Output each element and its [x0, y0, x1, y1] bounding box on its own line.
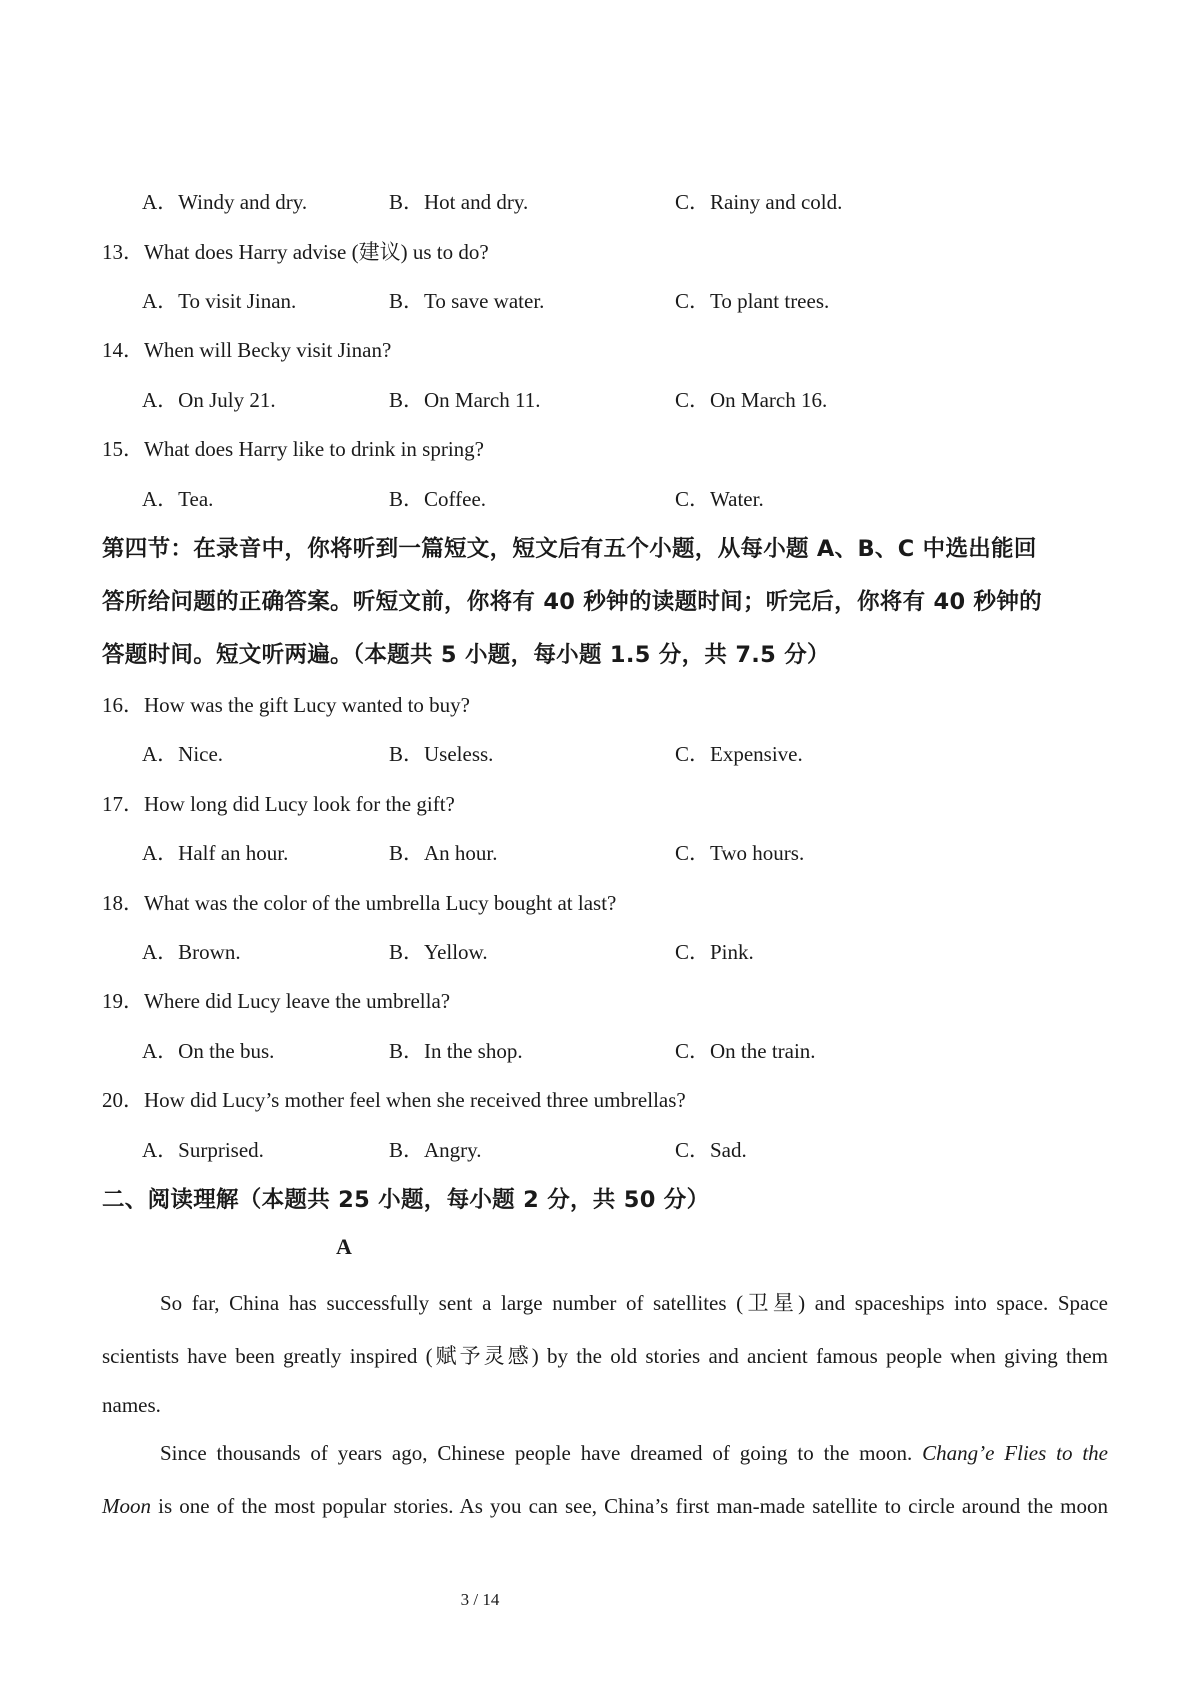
question-16: 16．How was the gift Lucy wanted to buy? [102, 693, 471, 717]
question-13: 13．What does Harry advise (建议) us to do? [102, 240, 489, 264]
question-18: 18．What was the color of the umbrella Lucy bought at last? [102, 891, 617, 915]
q12-option-b: B．Hot and dry. [389, 190, 529, 214]
q15-option-a: A．Tea. [142, 487, 214, 511]
question-20: 20．How did Lucy’s mother feel when she received three umbrellas? [102, 1088, 686, 1112]
q16-option-a: A．Nice. [142, 742, 224, 766]
q15-option-b: B．Coffee. [389, 487, 487, 511]
q13-option-a: A．To visit Jinan. [142, 289, 297, 313]
q14-option-b: B．On March 11. [389, 388, 541, 412]
q18-option-c: C．Pink. [675, 940, 754, 964]
passage-label: A [336, 1234, 352, 1259]
paragraph2-line1 [102, 1441, 1108, 1466]
q19-option-a: A．On the bus. [142, 1039, 275, 1063]
paragraph2-line2 [102, 1494, 1108, 1519]
q12-option-a: A．Windy and dry. [142, 190, 308, 214]
question-14: 14．When will Becky visit Jinan? [102, 338, 392, 362]
question-15: 15．What does Harry like to drink in spring? [102, 437, 484, 461]
page-number: 3 / 14 [460, 1590, 500, 1609]
q19-option-c: C．On the train. [675, 1039, 816, 1063]
section4-instruction-line1: 第四节：在录音中，你将听到一篇短文，短文后有五个小题，从每小题 A、B、C 中选出能回 [102, 536, 1037, 562]
paragraph2-line2-text: is one of the most popular stories. As you can see, China’s first man-made satellite to circle around the moon [151, 1494, 1108, 1518]
q17-option-c: C．Two hours. [675, 841, 805, 865]
q16-option-c: C．Expensive. [675, 742, 803, 766]
q20-option-b: B．Angry. [389, 1138, 482, 1162]
paragraph1-line2: scientists have been greatly inspired (赋予灵感) by the old stories and ancient famous people when giving them [102, 1344, 1108, 1368]
q20-option-c: C．Sad. [675, 1138, 747, 1162]
q17-option-a: A．Half an hour. [142, 841, 289, 865]
story-title-part1: Chang’e Flies to the [922, 1441, 1108, 1465]
paragraph1-line3: names. [102, 1393, 161, 1417]
q15-option-c: C．Water. [675, 487, 764, 511]
question-17: 17．How long did Lucy look for the gift? [102, 792, 455, 816]
q18-option-a: A．Brown. [142, 940, 241, 964]
part2-heading: 二、阅读理解（本题共 25 小题，每小题 2 分，共 50 分） [102, 1187, 710, 1213]
q20-option-a: A．Surprised. [142, 1138, 264, 1162]
q18-option-b: B．Yellow. [389, 940, 488, 964]
q13-option-b: B．To save water. [389, 289, 545, 313]
paragraph1-line1: So far, China has successfully sent a large number of satellites (卫星) and spaceships into space. Space [160, 1291, 1108, 1315]
q19-option-b: B．In the shop. [389, 1039, 523, 1063]
section4-instruction-line3: 答题时间。短文听两遍。（本题共 5 小题，每小题 1.5 分，共 7.5 分） [102, 642, 830, 668]
q14-option-c: C．On March 16. [675, 388, 828, 412]
q12-option-c: C．Rainy and cold. [675, 190, 843, 214]
q17-option-b: B．An hour. [389, 841, 498, 865]
q13-option-c: C．To plant trees. [675, 289, 830, 313]
q16-option-b: B．Useless. [389, 742, 494, 766]
question-19: 19．Where did Lucy leave the umbrella? [102, 989, 451, 1013]
story-title-part2: Moon [102, 1494, 151, 1518]
paragraph2-line1-text: Since thousands of years ago, Chinese people have dreamed of going to the moon. [160, 1441, 923, 1465]
section4-instruction-line2: 答所给问题的正确答案。听短文前，你将有 40 秒钟的读题时间；听完后，你将有 40 秒钟的 [102, 589, 1042, 615]
q14-option-a: A．On July 21. [142, 388, 276, 412]
